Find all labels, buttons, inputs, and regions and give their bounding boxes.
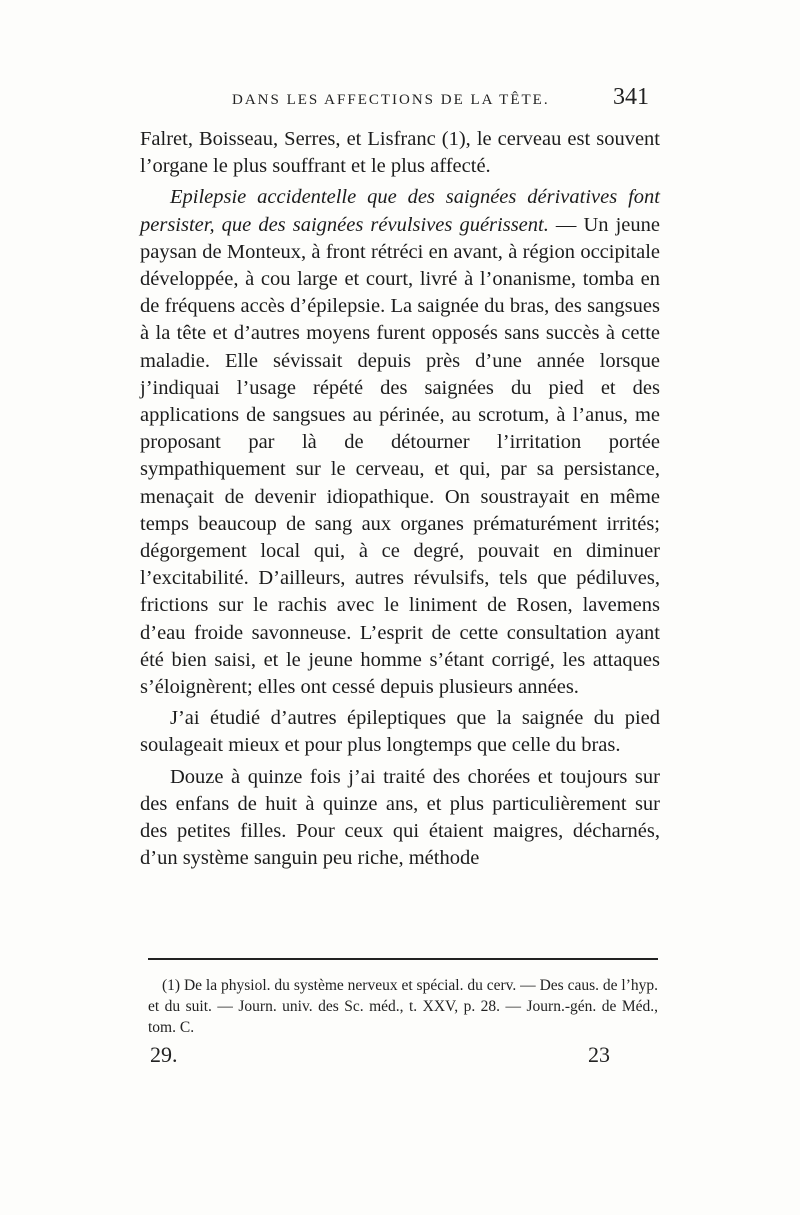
- body-text: [140, 126, 660, 872]
- paragraph-2: [140, 184, 660, 701]
- page-number: 341: [613, 84, 649, 110]
- running-head: DANS LES AFFECTIONS DE LA TÊTE.: [232, 92, 550, 108]
- signature-mark: 29.: [150, 1042, 178, 1067]
- sheet-number: 23: [588, 1042, 610, 1067]
- footnote-rule: [148, 958, 658, 960]
- footnote: [148, 975, 658, 1038]
- paragraph-1: Falret, Boisseau, Serres, et Lisfranc (1), le cerveau est souvent l’organe le plus souffrant et le plus affecté.: [140, 128, 660, 178]
- paragraph-2-italic-heading: Epilepsie accidentelle que des saignées dérivatives font persister, que des saignées révulsives guérissent.: [140, 186, 660, 236]
- footnote-text: (1) De la physiol. du système nerveux et spécial. du cerv. — Des caus. de l’hyp. et du suit. — Journ. univ. des Sc. méd., t. XXV, p. 28. — Journ.-gén. de Méd., tom. C.: [148, 977, 658, 1036]
- paragraph-3: J’ai étudié d’autres épileptiques que la saignée du pied soulageait mieux et pour plus longtemps que celle du bras.: [140, 707, 660, 757]
- paragraph-4: Douze à quinze fois j’ai traité des chorées et toujours sur des enfans de huit à quinze ans, et plus particulièrement sur des petites filles. Pour ceux qui étaient maigres, décharnés, d’un système sanguin peu riche, méthode: [140, 765, 660, 870]
- paragraph-2-text: — Un jeune paysan de Monteux, à front rétréci en avant, à région occipitale développée, à cou large et court, livré à l’onanisme, tomba en de fréquens accès d’épilepsie. La saignée du bras, des sangsues à la tête et d’autres moyens furent opposés sans succès à cette maladie. Elle sévissait depuis près d’une année lorsque j’indiquai l’usage répété des saignées du pied et des applications de sangsues au périnée, au scrotum, à l’anus, me proposant par là de détourner l’irritation portée sympathiquement sur le cerveau, et qui, par sa persistance, menaçait de devenir idiopathique. On soustrayait en même temps beaucoup de sang aux organes prématurément irrités; dégorgement local qui, à ce degré, pouvait en diminuer l’excitabilité. D’ailleurs, autres révulsifs, tels que pédiluves, frictions sur le rachis avec le liniment de Rosen, lavemens d’eau froide savonneuse. L’esprit de cette consultation ayant été bien saisi, et le jeune homme s’étant corrigé, les attaques s’éloignèrent; elles ont cessé depuis plusieurs années.: [140, 213, 660, 699]
